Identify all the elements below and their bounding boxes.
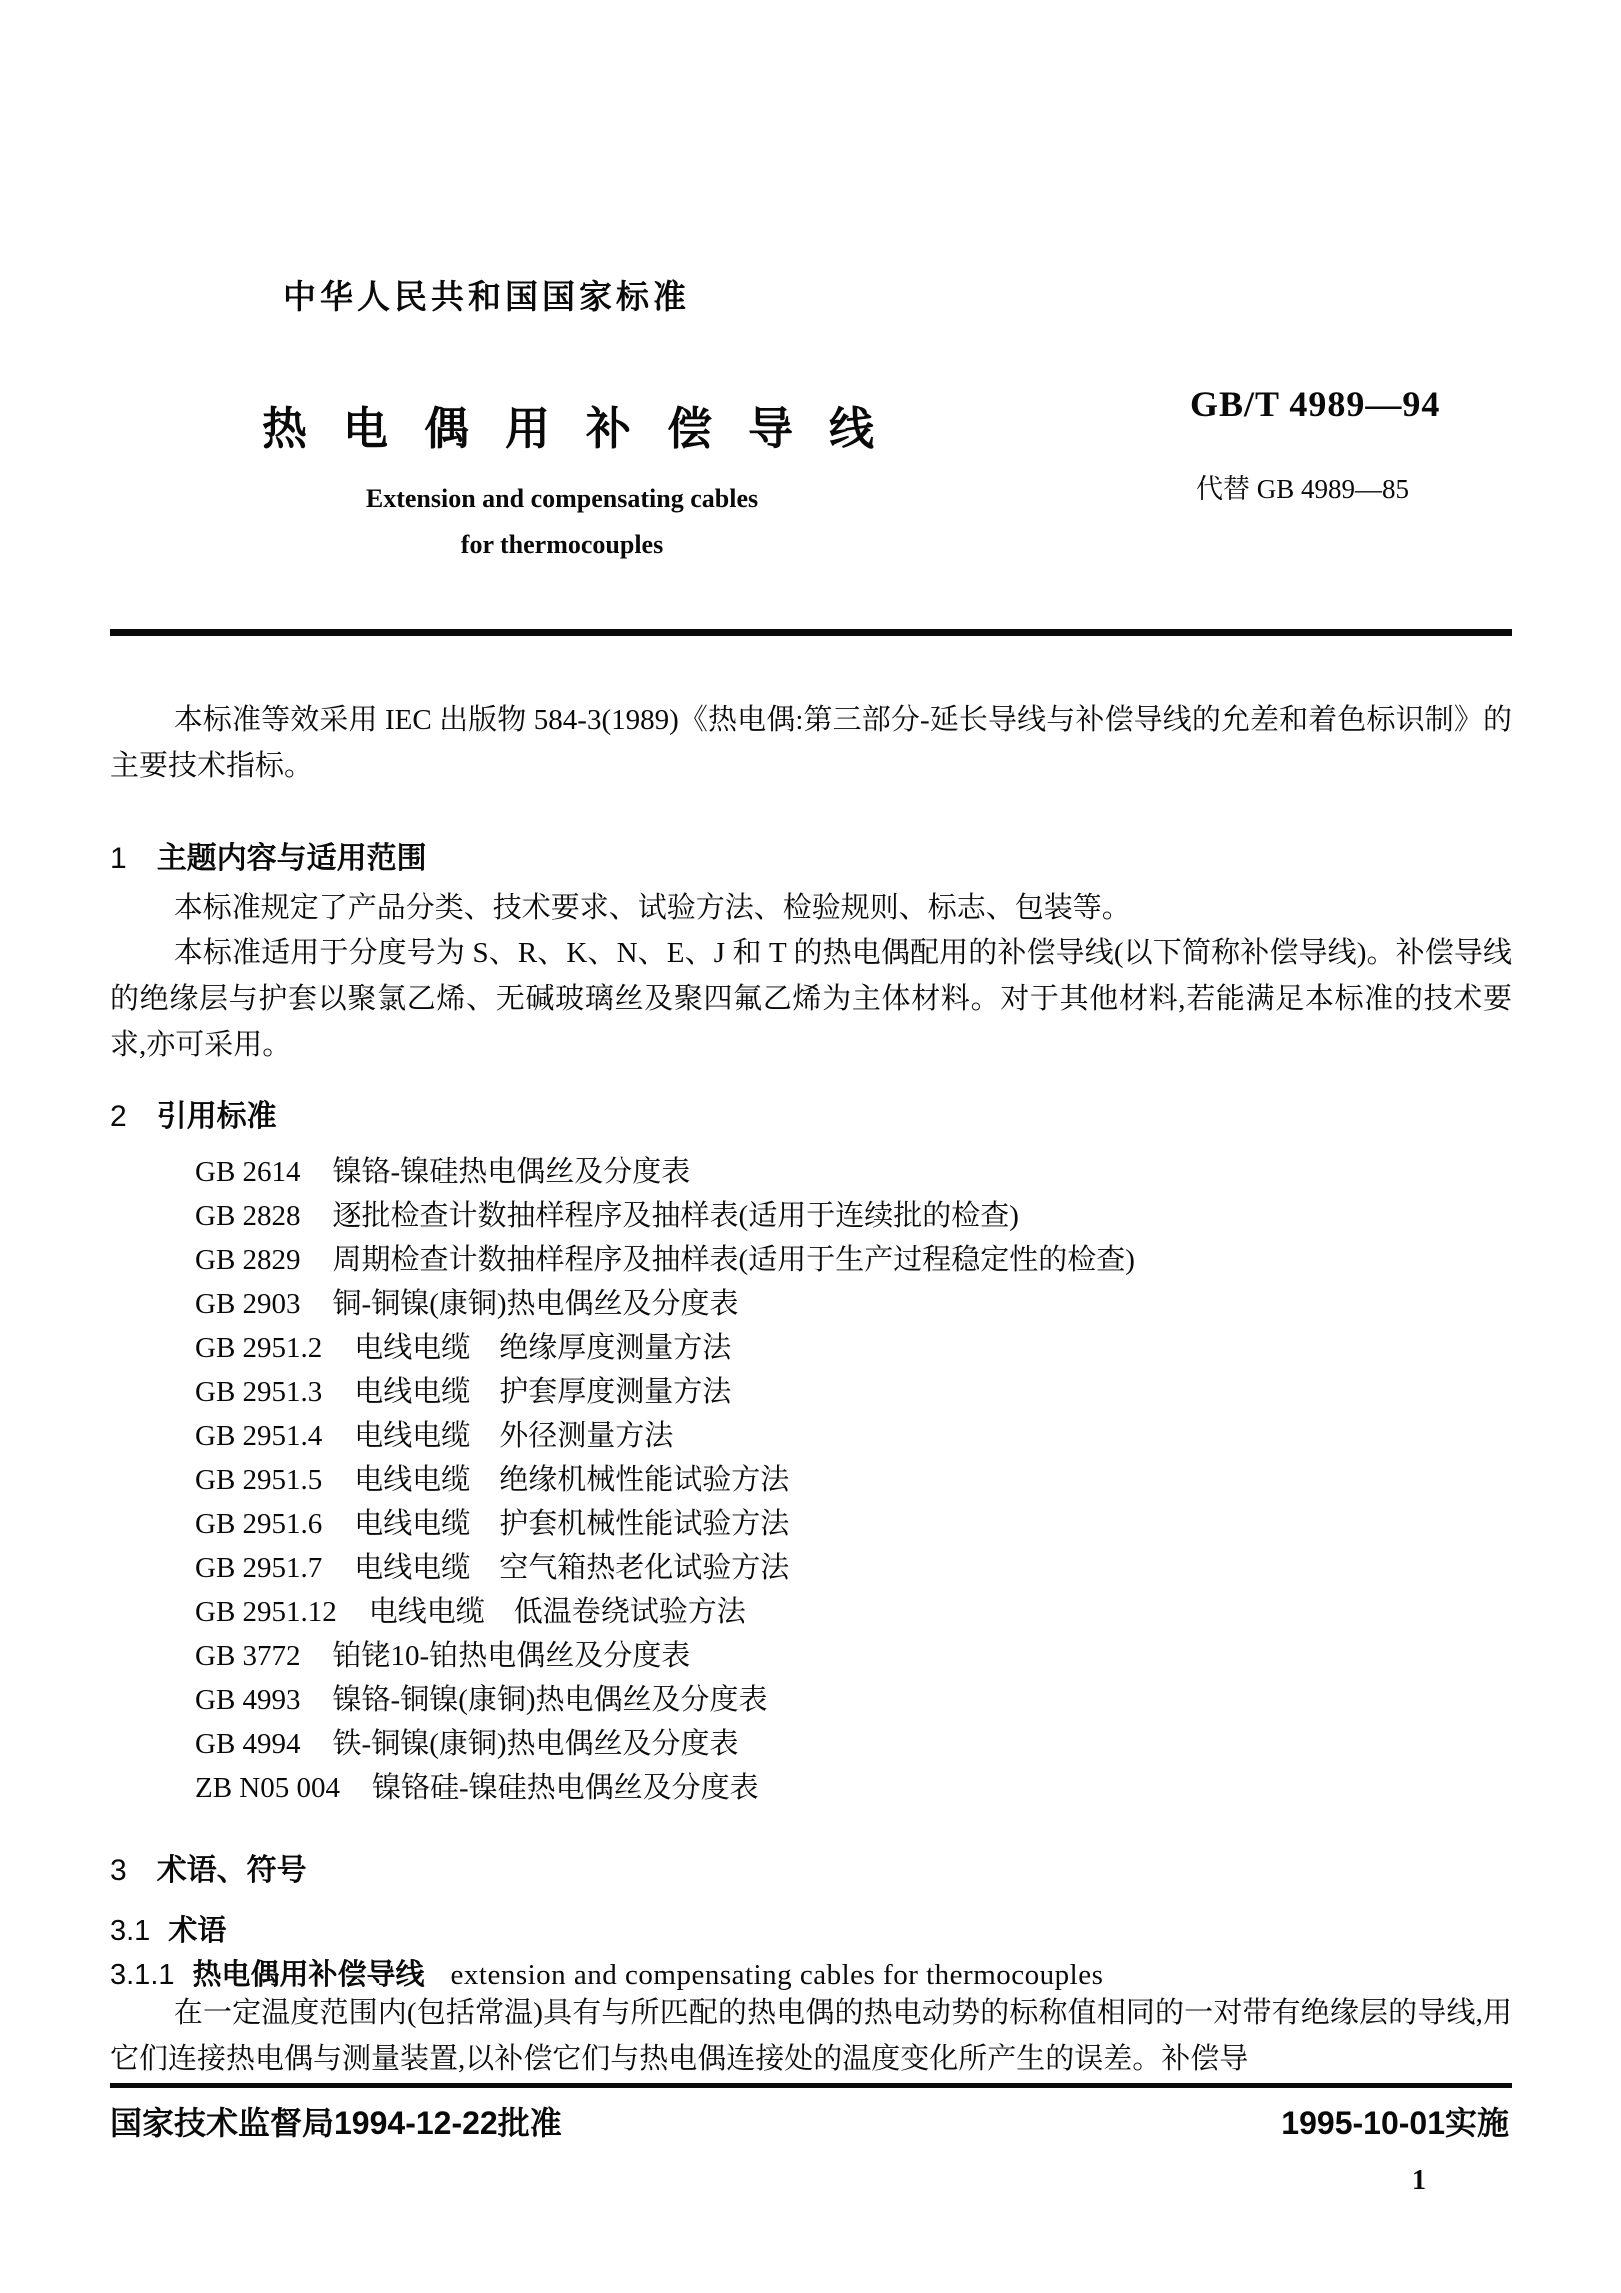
reference-item (195, 1546, 1515, 1590)
reference-title: 周期检查计数抽样程序及抽样表(适用于生产过程稳定性的检查) (332, 1244, 1135, 1276)
section-2-number: 2 (110, 1100, 127, 1133)
approval-note: 国家技术监督局1994-12-22批准 (110, 2105, 562, 2141)
reference-item (195, 1150, 1515, 1194)
reference-item (195, 1678, 1515, 1722)
standard-label: 中华人民共和国国家标准 (283, 278, 690, 315)
reference-item (195, 1370, 1515, 1414)
reference-code: GB 2951.4 (195, 1420, 323, 1452)
reference-title: 镍铬硅-镍硅热电偶丝及分度表 (372, 1772, 759, 1804)
term-chinese: 热电偶用补偿导线 (192, 1959, 425, 1991)
reference-title: 铁-铜镍(康铜)热电偶丝及分度表 (332, 1728, 739, 1760)
reference-title: 电线电缆 绝缘厚度测量方法 (354, 1332, 732, 1364)
reference-item (195, 1282, 1515, 1326)
reference-title: 电线电缆 外径测量方法 (354, 1420, 674, 1452)
reference-code: GB 2951.3 (195, 1376, 323, 1408)
section-1-heading (110, 833, 427, 877)
scope-paragraph-2: 本标准适用于分度号为 S、R、K、N、E、J 和 T 的热电偶配用的补偿导线(以下简称补偿导线)。补偿导线的绝缘层与护套以聚氯乙烯、无碱玻璃丝及聚四氟乙烯为主体材料。对于其他材料,若能满足本标准的技术要求,亦可采用。 (110, 937, 1512, 1061)
reference-item (195, 1502, 1515, 1546)
replaces-note: 代替 GB 4989—85 (1196, 474, 1410, 504)
page-number: 1 (1412, 2165, 1426, 2196)
reference-item (195, 1590, 1515, 1634)
section-1-title: 主题内容与适用范围 (156, 842, 427, 875)
reference-title: 铂铑10-铂热电偶丝及分度表 (332, 1640, 691, 1672)
reference-item (195, 1634, 1515, 1678)
reference-title: 电线电缆 低温卷绕试验方法 (368, 1596, 746, 1628)
reference-item (195, 1194, 1515, 1238)
reference-code: GB 2951.6 (195, 1508, 323, 1540)
reference-title: 电线电缆 护套机械性能试验方法 (354, 1508, 790, 1540)
references-list (195, 1150, 1515, 1810)
standard-code: GB/T 4989—94 (1190, 384, 1441, 424)
section-3-1-1-heading (110, 1952, 1103, 1993)
section-3-1-title: 术语 (168, 1915, 227, 1947)
section-3-number: 3 (110, 1854, 127, 1887)
reference-title: 电线电缆 护套厚度测量方法 (354, 1376, 732, 1408)
reference-item (195, 1414, 1515, 1458)
document-title-chinese: 热电偶用补偿导线 (262, 403, 911, 454)
reference-code: GB 4994 (195, 1728, 301, 1760)
implementation-note: 1995-10-01实施 (1281, 2105, 1509, 2141)
reference-item (195, 1326, 1515, 1370)
reference-code: GB 2951.5 (195, 1464, 323, 1496)
section-2-heading (110, 1091, 277, 1135)
reference-item (195, 1238, 1515, 1282)
reference-code: GB 2951.7 (195, 1552, 323, 1584)
reference-code: GB 2829 (195, 1244, 301, 1276)
reference-code: GB 2951.12 (195, 1596, 337, 1628)
section-3-1-1-number: 3.1.1 (110, 1959, 175, 1991)
reference-item (195, 1766, 1515, 1810)
footer-divider (110, 2083, 1512, 2088)
reference-title: 电线电缆 绝缘机械性能试验方法 (354, 1464, 790, 1496)
reference-code: GB 2614 (195, 1156, 301, 1188)
term-english: extension and compensating cables for thermocouples (450, 1959, 1104, 1991)
reference-title: 逐批检查计数抽样程序及抽样表(适用于连续批的检查) (332, 1200, 1019, 1232)
reference-code: ZB N05 004 (195, 1772, 340, 1804)
scope-paragraph-1: 本标准规定了产品分类、技术要求、试验方法、检验规则、标志、包装等。 (173, 892, 1131, 924)
reference-title: 电线电缆 空气箱热老化试验方法 (354, 1552, 790, 1584)
reference-code: GB 3772 (195, 1640, 301, 1672)
document-title-english-line1: Extension and compensating cables (365, 484, 759, 513)
reference-code: GB 2903 (195, 1288, 301, 1320)
reference-code: GB 4993 (195, 1684, 301, 1716)
section-3-title: 术语、符号 (156, 1854, 307, 1887)
section-1-number: 1 (110, 842, 127, 875)
term-definition-paragraph: 在一定温度范围内(包括常温)具有与所匹配的热电偶的热电动势的标称值相同的一对带有绝缘层的导线,用它们连接热电偶与测量装置,以补偿它们与热电偶连接处的温度变化所产生的误差。补偿导 (110, 1997, 1512, 2075)
reference-item (195, 1722, 1515, 1766)
reference-title: 镍铬-镍硅热电偶丝及分度表 (332, 1156, 691, 1188)
section-3-1-number: 3.1 (110, 1915, 151, 1947)
reference-item (195, 1458, 1515, 1502)
reference-title: 铜-铜镍(康铜)热电偶丝及分度表 (332, 1288, 739, 1320)
intro-paragraph: 本标准等效采用 IEC 出版物 584-3(1989)《热电偶:第三部分-延长导线与补偿导线的允差和着色标识制》的主要技术指标。 (110, 704, 1512, 782)
section-2-title: 引用标准 (156, 1100, 277, 1133)
reference-code: GB 2828 (195, 1200, 301, 1232)
reference-code: GB 2951.2 (195, 1332, 323, 1364)
header-divider (110, 629, 1512, 636)
reference-title: 镍铬-铜镍(康铜)热电偶丝及分度表 (332, 1684, 768, 1716)
document-title-english-line2: for thermocouples (460, 530, 664, 559)
section-3-heading (110, 1845, 307, 1889)
section-3-1-heading (110, 1908, 226, 1949)
